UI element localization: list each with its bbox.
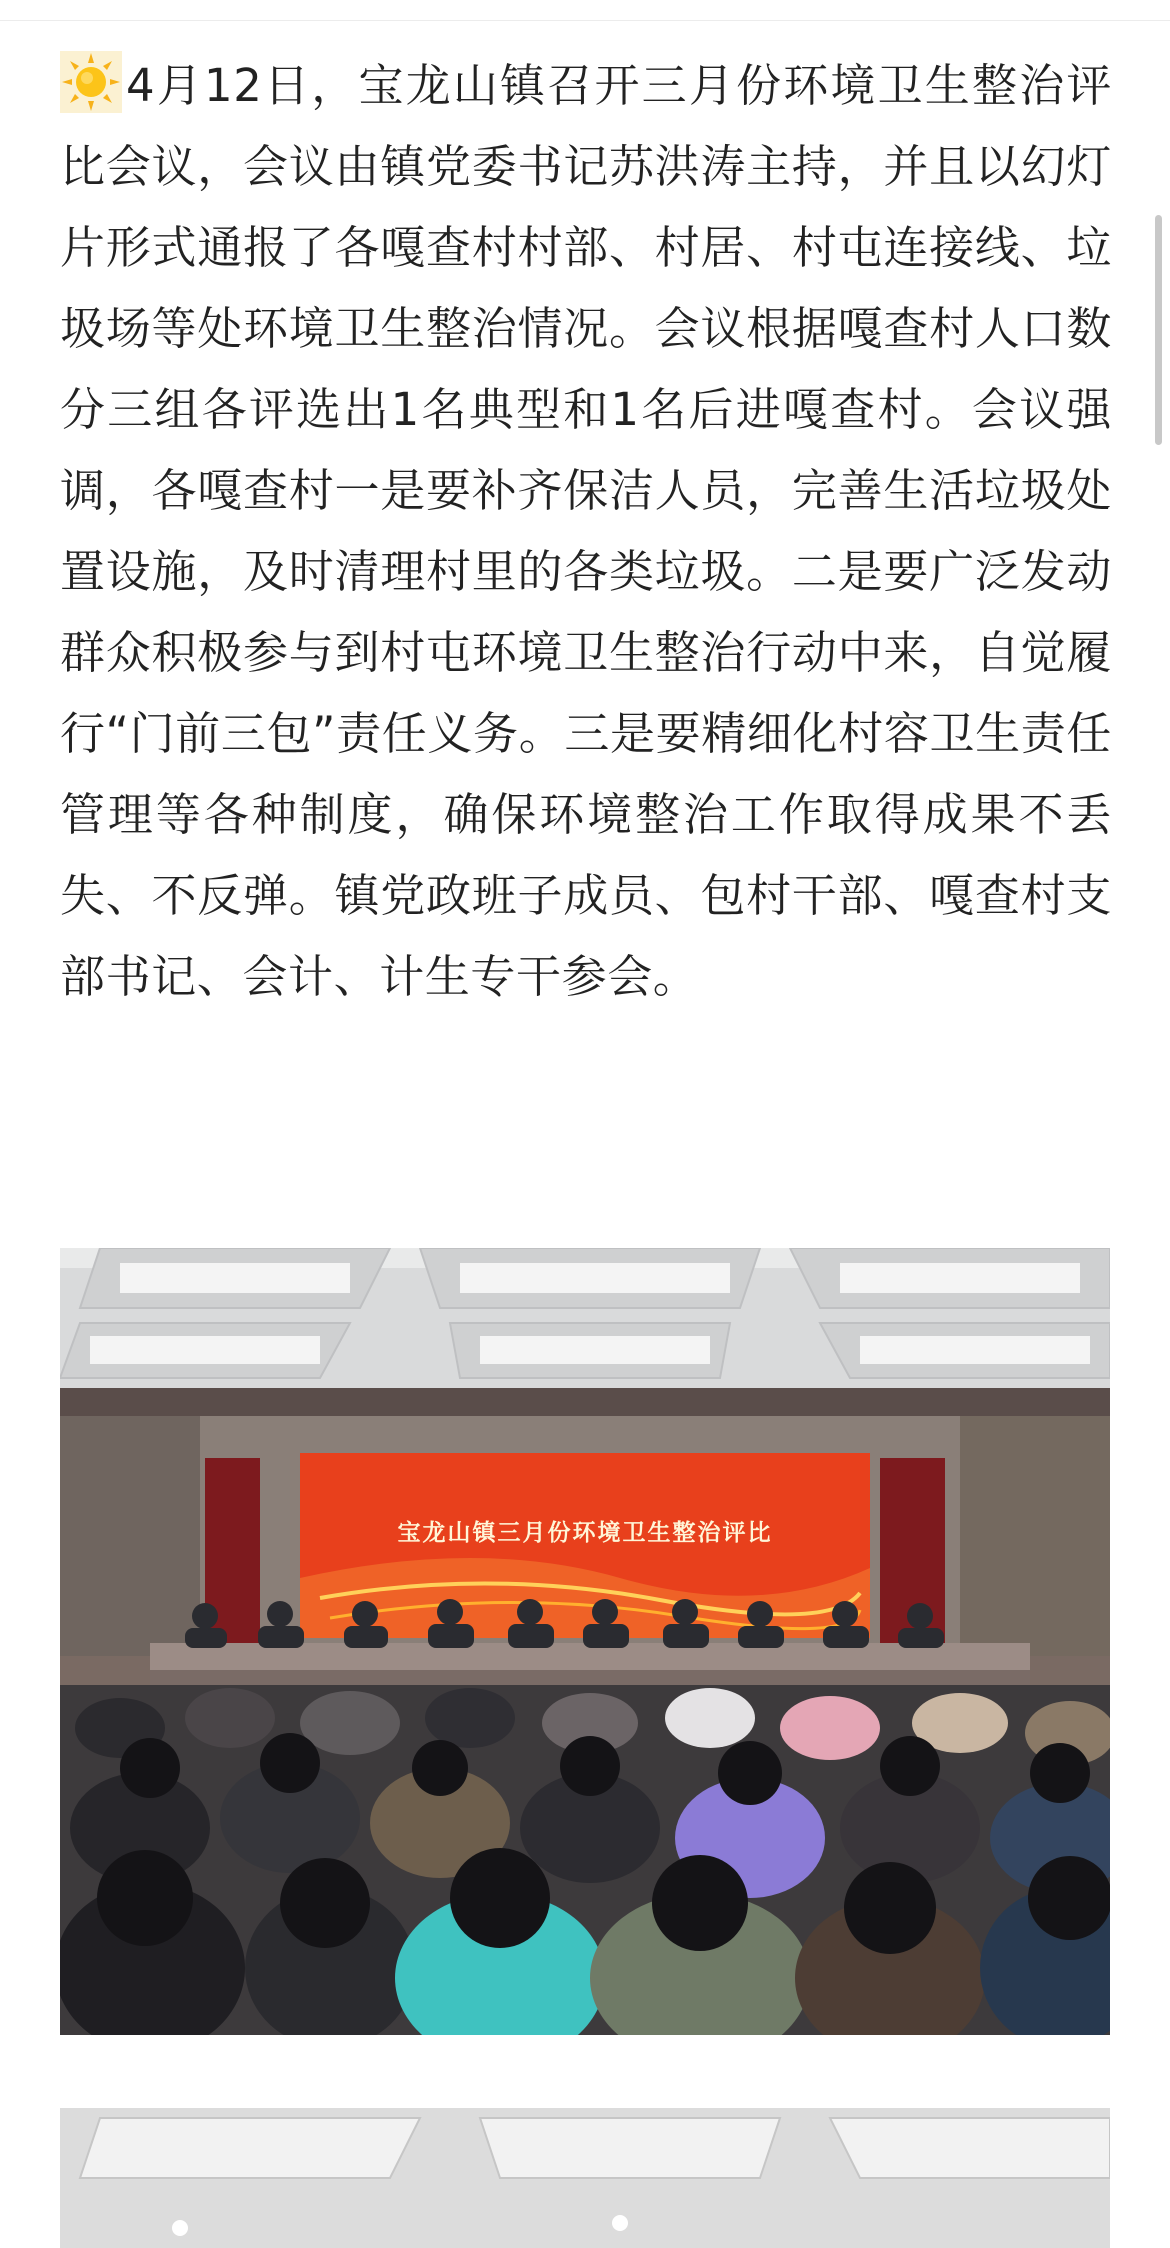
scrollbar-thumb[interactable] — [1155, 215, 1162, 445]
banner-text: 宝龙山镇三月份环境卫生整治评比 — [397, 1519, 773, 1546]
article-text: 4月12日，宝龙山镇召开三月份环境卫生整治评比会议，会议由镇党委书记苏洪涛主持，并且以幻灯片形式通报了各嘎查村村部、村居、村屯连接线、垃圾场等处环境卫生整治情况。会议根据嘎查村人口数分三组各评选出1名典型和1名后进嘎查村。会议强调，各嘎查村一是要补齐保洁人员，完善生活垃圾处置设施，及时清理村里的各类垃圾。二是要广泛发动群众积极参与到村屯环境卫生整治行动中来，自觉履行“门前三包”责任义务。三是要精细化村容卫生责任管理等各种制度，确保环境整治工作取得成果不丢失、不反弹。镇党政班子成员、包村干部、嘎查村支部书记、会计、计生专干参会。 — [60, 59, 1112, 1003]
second-photo[interactable] — [60, 2108, 1110, 2248]
sun-emoji-icon — [60, 51, 122, 113]
article-paragraph — [60, 45, 1112, 1017]
meeting-photo[interactable] — [60, 1248, 1110, 2035]
top-bar — [0, 0, 1170, 21]
article-body — [60, 45, 1112, 1017]
